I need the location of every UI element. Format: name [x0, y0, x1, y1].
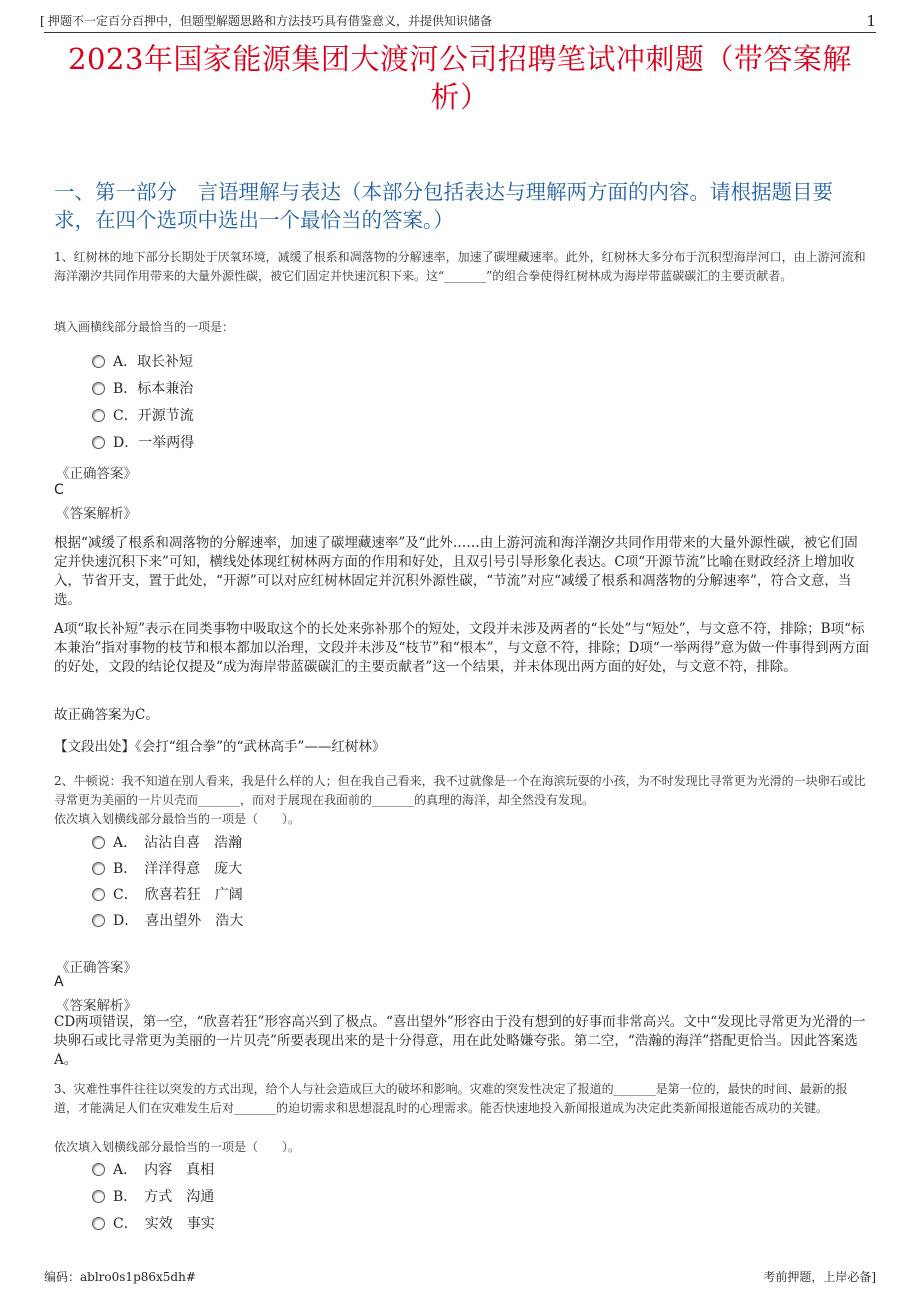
footer-slogan: 考前押题，上岸必备]	[763, 1270, 876, 1284]
q2-answer-label: 《正确答案》	[56, 960, 137, 976]
header-bracket: [	[40, 14, 45, 28]
q1-stem: 1、红树林的地下部分长期处于厌氧环境，减缓了根系和凋落物的分解速率，加速了碳埋藏速率。此外，红树林大多分布于沉积型海岸河口，由上游河流和海洋潮汐共同作用带来的大量外源性碳，被它们固定并快速沉积下来。这“_______”的组合拳使得红树林成为海岸带蓝碳碳汇的主要贡献者。	[54, 250, 866, 283]
q2-answer: A	[54, 974, 64, 990]
option-label: C． 实效 事实	[113, 1216, 215, 1232]
radio-icon[interactable]	[92, 836, 105, 849]
q2-option-d[interactable]	[92, 909, 243, 933]
q2-prompt: 依次填入划横线部分最恰当的一项是（ ）。	[54, 812, 301, 826]
option-label: B．标本兼治	[113, 381, 194, 397]
option-label: C．开源节流	[113, 408, 194, 424]
q1-prompt: 填入画横线部分最恰当的一项是：	[54, 320, 235, 334]
radio-icon[interactable]	[92, 914, 105, 927]
q1-option-d[interactable]	[92, 431, 194, 455]
q3-prompt: 依次填入划横线部分最恰当的一项是（ ）。	[54, 1140, 301, 1154]
q1-answer-label: 《正确答案》	[56, 466, 137, 482]
option-label: D． 喜出望外 浩大	[113, 913, 244, 929]
radio-icon[interactable]	[92, 355, 105, 368]
radio-icon[interactable]	[92, 1217, 105, 1230]
q1-option-a[interactable]	[92, 350, 193, 374]
option-label: A． 沾沾自喜 浩瀚	[113, 835, 243, 851]
q2-stem: 2、牛顿说：我不知道在别人看来，我是什么样的人；但在我自己看来，我不过就像是一个在海滨玩耍的小孩，为不时发现比寻常更为光滑的一块卵石或比寻常更为美丽的一片贝壳而_______，而对于展现在我面前的_______的真理的海洋，却全然没有发现。	[54, 774, 866, 807]
option-label: C． 欣喜若狂 广阔	[113, 887, 243, 903]
q1-analysis-label: 《答案解析》	[56, 506, 137, 522]
option-label: B． 方式 沟通	[113, 1189, 215, 1205]
q2-analysis: CD两项错误，第一空，“欣喜若狂”形容高兴到了极点。“喜出望外”形容由于没有想到的好事而非常高兴。文中“发现比寻常更为光滑的一块卵石或比寻常更为美丽的一片贝壳”所要表现出来的是十分得意，用在此处略嫌夸张。第二空，“浩瀚的海洋”搭配更恰当。因此答案选A。	[54, 1014, 866, 1068]
page-header	[40, 10, 876, 33]
radio-icon[interactable]	[92, 862, 105, 875]
q2-option-b[interactable]	[92, 857, 242, 881]
q1-source: 【文段出处】《会打“组合拳”的“武林高手”——红树林》	[54, 739, 386, 755]
option-label: B． 洋洋得意 庞大	[113, 861, 243, 877]
q3-stem: 3、灾难性事件往往以突发的方式出现，给个人与社会造成巨大的破坏和影响。灾难的突发性决定了报道的_______是第一位的，最快的时间、最新的报道，才能满足人们在灾难发生后对_______的迫切需求和思想混乱时的心理需求。能否快速地投入新闻报道成为决定此类新闻报道能否成功的关键。	[54, 1082, 848, 1115]
radio-icon[interactable]	[92, 1163, 105, 1176]
radio-icon[interactable]	[92, 436, 105, 449]
header-text: 押题不一定百分百押中，但题型解题思路和方法技巧具有借鉴意义，并提供知识储备	[48, 14, 493, 28]
option-label: A．取长补短	[113, 354, 194, 370]
q3-option-c[interactable]	[92, 1212, 215, 1236]
q3-option-b[interactable]	[92, 1185, 214, 1209]
radio-icon[interactable]	[92, 409, 105, 422]
radio-icon[interactable]	[92, 888, 105, 901]
q3-option-a[interactable]	[92, 1158, 214, 1182]
option-label: D．一举两得	[113, 435, 195, 451]
q1-analysis-paragraph-1: 根据“减缓了根系和凋落物的分解速率，加速了碳埋藏速率”及“此外……由上游河流和海洋潮汐共同作用带来的大量外源性碳，被它们固定并快速沉积下来”可知，横线处体现红树林两方面的作用和好处，且双引号引导形象化表达。C项“开源节流”比喻在财政经济上增加收入，节省开支，置于此处，“开源”可以对应红树林固定并沉积外源性碳，“节流”对应“减缓了根系和凋落物的分解速率”，符合文意，当选。	[54, 535, 858, 608]
document-code: 编码：ablro0s1p86x5dh#	[44, 1270, 196, 1284]
q2-analysis-label: 《答案解析》	[56, 998, 137, 1014]
q1-conclusion: 故正确答案为C。	[54, 707, 159, 723]
q1-analysis-paragraph-2: A项“取长补短”表示在同类事物中吸取这个的长处来弥补那个的短处，文段并未涉及两者的“长处”与“短处”，与文意不符，排除；B项“标本兼治”指对事物的枝节和根本都加以治理，文段并未涉及“枝节”和“根本”，与文意不符，排除；D项“一举两得”意为做一件事得到两方面的好处，文段的结论仅提及“成为海岸带蓝碳碳汇的主要贡献者”这一个结果，并未体现出两方面的好处，与文意不符，排除。	[54, 621, 870, 675]
q1-option-c[interactable]	[92, 404, 194, 428]
q2-option-c[interactable]	[92, 883, 243, 907]
page-number: 1	[866, 12, 876, 30]
document-title: 2023年国家能源集团大渡河公司招聘笔试冲刺题（带答案解析）	[68, 42, 852, 114]
q1-option-b[interactable]	[92, 377, 193, 401]
q1-answer: C	[54, 482, 64, 498]
radio-icon[interactable]	[92, 1190, 105, 1203]
q2-option-a[interactable]	[92, 831, 242, 855]
section-heading: 一、第一部分 言语理解与表达（本部分包括表达与理解两方面的内容。请根据题目要求，在四个选项中选出一个最恰当的答案。）	[54, 180, 833, 232]
radio-icon[interactable]	[92, 382, 105, 395]
option-label: A． 内容 真相	[113, 1162, 215, 1178]
